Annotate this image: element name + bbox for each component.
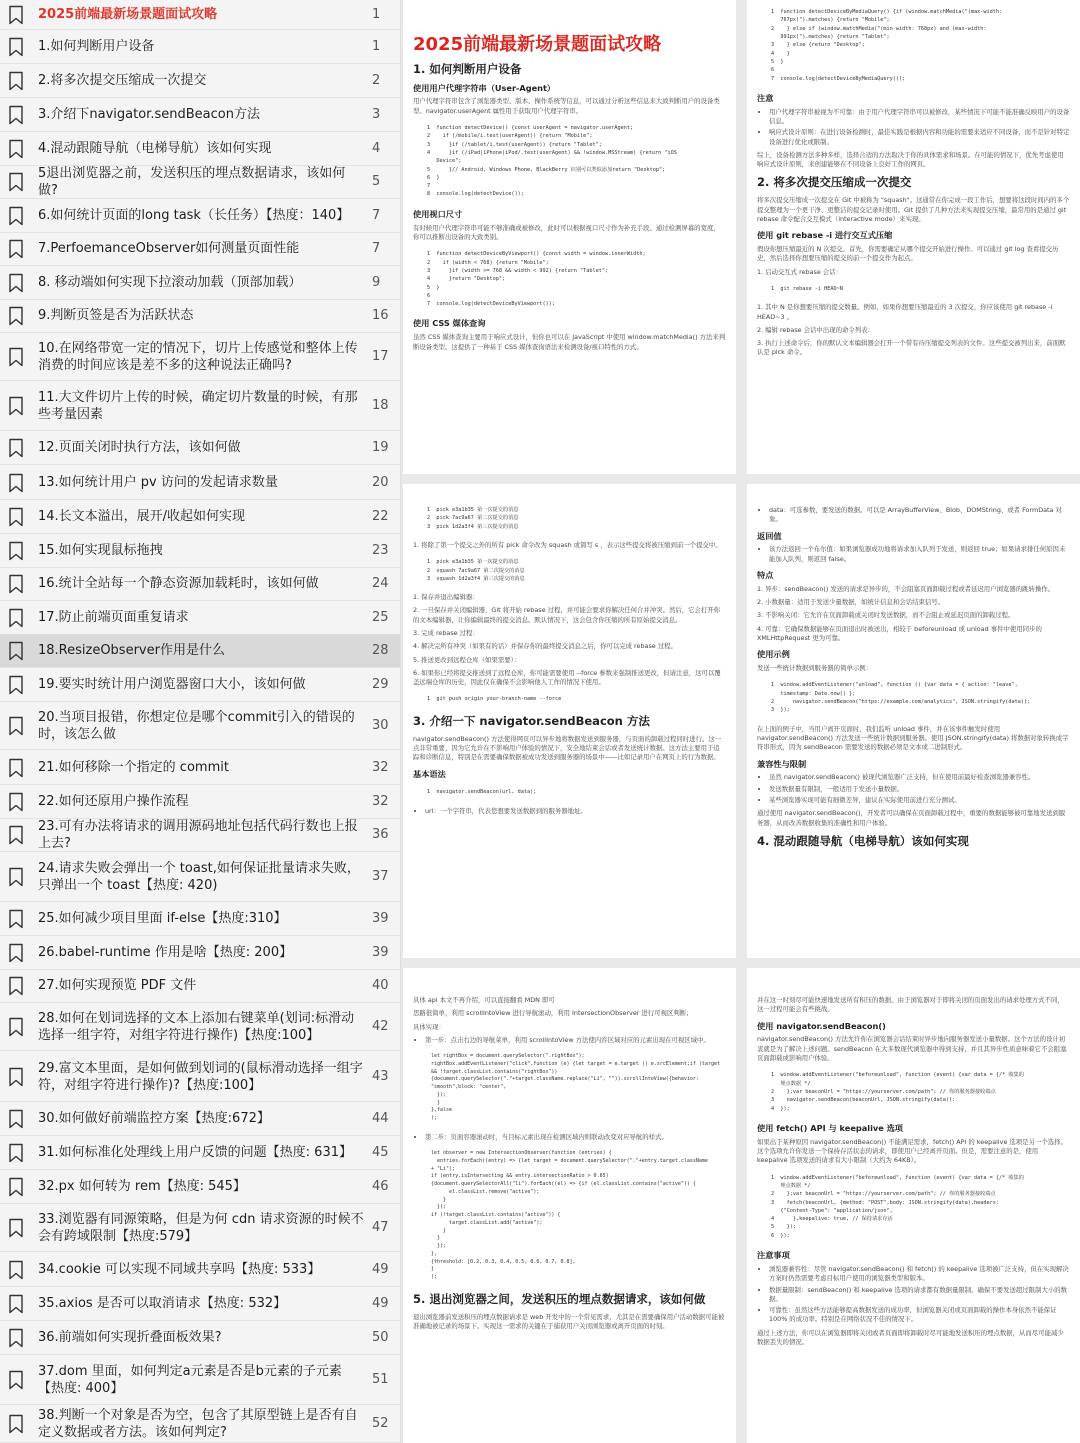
paragraph: 1. 启动交互式 rebase 会话： [757,267,842,276]
paragraph: 通过上述方法，你可以在浏览器即将关闭或者页面即将卸载时尽可能地发送积压的埋点数据，从而尽可能减少数据丢失的情况。 [757,1328,1064,1346]
toc-item-title: 36.前端如何实现折叠面板效果? [38,1330,222,1345]
toc-item[interactable] [0,199,400,233]
section-heading: 4. 混动跟随导航（电梯导航）该如何实现 [757,833,969,848]
page-thumbnail-2[interactable] [747,0,1080,474]
paragraph: 通过使用 navigator.sendBeacon()，开发者可以确保在页面卸载过程中，重要的数据能够被可靠地发送到服务器，从而改善数据收集的准确性和用户体验。 [757,809,1066,827]
code-block: 1 function detectDevice() {const userAgent = navigator.userAgent; 2 if (/mobile/i.test(userAgent)) {return "Mobile"; 3 }if (/tablet/i.test(userAgent)) {return "Tablet"; 4 }if (/iPad|iPhone|iPod/.test(userAgent) && !window.MSStream) {return "iOS Device"; 5 }// Android, Windows Phone, BlackBerry 识别可以类似添加return "Desktop"; 6 } 7 8 console.log(detectDevice()); [427,124,677,198]
toc-item-page-number: 2 [372,73,381,88]
list-item: 2. 一旦保存并关闭编辑器，Git 将开始 rebase 过程，并可能会要求你解决任何合并冲突。然后，它会打开你的文本编辑器，让你编辑最终的提交消息。默认情况下，这会包含你压缩的所有原始提交消息。 [413,606,721,624]
paragraph: 并在这一时刻尽可能快速地发送所有积压的数据。由于浏览器对于即将关闭的页面发出的请求处理方式不同，这一过程可能会有些挑战。 [757,996,1064,1014]
toc-item[interactable] [0,431,400,465]
bookmark-icon [8,976,24,996]
bullet-list [413,1036,726,1045]
toc-item[interactable] [0,333,400,381]
list-item: • 浏览器兼容性：尽管 navigator.sendBeacon() 和 fetch() 的 keepalive 选项被广泛支持，但在实现解决方案时仍然需要考虑目标用户使用的浏览器类型和版本。 [769,1265,1070,1284]
toc-item-title: 4.混动跟随导航（电梯导航）该如何实现 [38,141,272,156]
subheading: 基本语法 [413,768,446,779]
subheading: 特点 [757,570,774,581]
toc-item-page-number: 51 [372,1372,389,1387]
list-item: 1. 保存并退出编辑器： [413,593,479,602]
toc-item-title: 33.浏览器有同源策略，但是为何 cdn 请求资源的时候不会有跨域限制【热度:579】 [38,1211,364,1244]
toc-item[interactable] [0,1321,400,1355]
bookmark-icon [8,473,24,493]
toc-item-title: 15.如何实现鼠标拖拽 [38,543,163,558]
code-block: 1 pick e3a1b35 第一次提交的消息 2 pick 7ac9a67 第二次提交的消息 3 pick 1d2a3f4 第三次提交的消息 [427,507,519,530]
toc-item-page-number: 24 [372,576,389,591]
list-item: 3. 不影响关闭：它允许在页面卸载或关闭时发送数据，而不会阻止或延迟页面的卸载过程。 [757,611,1015,620]
code-block: 1 window.addEventListener("beforeunload", function (event) {var data = {/* 收集的 埋点数据 */ 2 };var beaconUrl = "https://yourserver.com/path"; // 你的服务器接收端点 3 fetch(beaconUrl, {method: "POST",body: JSON.stringify(data),headers: {"Content-Type": "application/json", 4 },keepalive: true, // 保持请求存活 5 }); 6 }); [771,1174,1024,1239]
toc-item[interactable] [0,1253,400,1287]
page-thumbnail-1[interactable] [403,0,736,474]
toc-item[interactable] [0,165,400,199]
toc-item-title: 27.如何实现预览 PDF 文件 [38,978,197,993]
code-block: 1 window.addEventListener("beforeunload", function (event) {var data = {/* 收集的 埋点数据 */ 2 };var beaconUrl = "https://yourserver.com/path"; // 你的服务器接收端点 3 navigator.sendBeacon(beaconUrl, JSON.stringify(data)); 4 }); [771,1072,1024,1112]
toc-item[interactable] [0,381,400,431]
toc-item[interactable] [0,466,400,500]
bookmark-icon [8,758,24,778]
toc-item[interactable] [0,1204,400,1252]
toc-item[interactable] [0,0,400,30]
section-heading: 3. 介绍一下 navigator.sendBeacon 方法 [413,713,650,728]
code-block: 1 git rebase -i HEAD~N [771,285,843,292]
section-heading: 5. 退出浏览器之间，发送积压的埋点数据请求，该如何做 [413,1291,706,1306]
list-item: • 数据量限制：sendBeacon() 和 keepalive 选项的请求都有数据量限制。确保不要发送超过限制大小的数据。 [769,1286,1070,1305]
bookmark-icon [8,273,24,293]
toc-item[interactable] [0,534,400,568]
paragraph: 具体实现： [413,1022,445,1031]
bookmark-icon [8,105,24,125]
subheading: 使用 navigator.sendBeacon() [757,1020,886,1031]
bookmark-icon [8,239,24,259]
list-item: • data：可选参数，要发送的数据。可以是 ArrayBufferView、Blob、DOMString、或者 FormData 对象。 [769,506,1070,525]
list-item: • 该方法返回一个布尔值：如果浏览器成功地将请求加入队列于发送，则返回 true；如果请求排任何原因未能加入队列，则返回 false。 [769,545,1070,564]
toc-item-title: 19.要实时统计用户浏览器窗口大小，该如何做 [38,677,306,692]
code-block: 1 window.addEventListener("unload", function () {var data = { action: "leave", timestamp: Date.now() }; 2 navigator.sendBeacon("https://example.com/analytics", JSON.stringify(data)); 3 }); [771,682,1031,714]
toc-item[interactable] [0,1355,400,1405]
toc-item-title: 28.如何在划词选择的文本上添加右键菜单(划词:标滑动选择一组字符，对组字符进行操作)【热度:100】 [38,1010,355,1043]
toc-item-title: 30.如何做好前端监控方案【热度:672】 [38,1111,270,1126]
toc-item[interactable] [0,232,400,266]
bookmark-icon [8,574,24,594]
toc-item[interactable] [0,1405,400,1443]
code-block: 1 function detectDeviceByViewport() {const width = window.innerWidth; 2 if (width < 768) {return "Mobile"; 3 }if (width >= 768 && width < 992) {return "Tablet"; 4 }return "Desktop"; 5 } 6 7 console.log(detectDeviceByViewport()); [427,251,646,308]
subheading: 注意事项 [757,1250,790,1261]
toc-item-page-number: 3 [372,107,381,122]
section-heading: 1. 如何判断用户设备 [413,61,522,76]
toc-item[interactable] [0,567,400,601]
toc-item-page-number: 49 [372,1262,389,1277]
toc-item-page-number: 22 [372,509,389,524]
bookmark-icon [8,139,24,159]
toc-item-title: 17.防止前端页面重复请求 [38,610,189,625]
toc-item-page-number: 23 [372,543,389,558]
paragraph: 将多次提交压缩成一次提交在 Git 中被称为 "squash"。这通常在你完成一段工作后，想要将这段时间内的多个提交整理为一个更干净、更整洁的提交记录时使用。Git 提供了几种方法来实现提交压缩，最常用的是通过 git rebase 命令配合交互模式（interactive mode）来实现。 [757,196,1070,223]
bookmark-icon [8,1328,24,1348]
toc-item-page-number: 4 [372,141,381,156]
bullet-list [757,773,1070,805]
toc-item-page-number: 9 [372,275,381,290]
bookmark-icon [8,206,24,226]
toc-item-page-number: 50 [372,1330,389,1345]
toc-item[interactable] [0,1136,400,1170]
toc-item-page-number: 18 [372,398,389,413]
bookmark-icon [8,5,24,25]
page-thumbnail-6[interactable] [747,968,1080,1443]
toc-item-page-number: 46 [372,1179,389,1194]
toc-item-title: 26.babel-runtime 作用是啥【热度: 200】 [38,945,293,960]
toc-item[interactable] [0,1287,400,1321]
toc-item[interactable] [0,1102,400,1136]
list-item: • url：一个字符串，代表您想要发送数据到的服务器地址。 [425,807,726,816]
list-item: • 用户代理字符串被视为不可靠：由于用户代理字符串可以被修改，某些情况下可能不能准确反映用户的设备信息。 [769,108,1070,127]
list-item: • 可靠性：虽然这些方法能够提高数据发送的成功率，但浏览器关闭或页面卸载的操作本身依然不能保证 100% 的成功率。特别是在网络状况不佳的情况下。 [769,1306,1070,1325]
bookmark-icon [8,172,24,192]
doc-title: 2025前端最新场景题面试攻略 [413,34,662,55]
list-item: • 虽然 navigator.sendBeacon() 被现代浏览器广泛支持，但在使用前最好检查浏览器兼容性。 [769,773,1070,782]
list-item: 4. 可靠：它确保数据能够在页面退出时被送出，相较于 beforeunload 或 unload 事件中使用同步的 XMLHttpRequest 更为可靠。 [757,624,1042,643]
toc-item[interactable] [0,266,400,300]
paragraph: navigator.sendBeacon() 方法允许你在浏览器会话结束时异步地向服务器发送小量数据。这个方法的设计初衷就是为了解决上述问题。sendBeacon 在大多数现代浏览器中得到支持，并且其异步性质意味着它不会阻塞页面卸载或影响用户体验。 [757,1035,1067,1063]
toc-item-title: 32.px 如何转为 rem【热度: 545】 [38,1179,246,1194]
bookmark-icon [8,641,24,661]
paragraph: 有时候用户代理字符串可能不够准确或被修改，此时可以根据视口尺寸作为补充手段。通过检测屏幕的宽度，你可以推断出设备的大致类别。 [413,223,720,241]
toc-item-title: 2025前端最新场景题面试攻略 [38,7,218,22]
toc-item-page-number: 16 [372,308,389,323]
bullet-list [757,545,1070,564]
paragraph: 退出浏览器前发送积压的埋点数据请求是 web 开发中的一个常见需求，尤其是在需要确保用户活动数据可能被准确地被记录的场景下。实现这一需求的关键在于捕获用户关闭浏览器或离开页面的时刻。 [413,1312,725,1331]
toc-item-title: 21.如何移除一个指定的 commit [38,760,229,775]
list-item: 4. 解决完所有冲突（如果有的话）并保存你的最终提交消息之后，你可以完成 rebase 过程。 [413,642,677,651]
toc-item-page-number: 42 [372,1019,389,1034]
paragraph: 用户代理字符串包含了浏览器类型、版本、操作系统等信息，可以通过分析这些信息来大致判断用户的设备类型。navigator.userAgent 属性用于获取用户代理字符串。 [413,97,720,115]
list-item: • 第一步：点击右边的导航菜单，利用 scrollIntoView 方法使内容区域对应的元素出现在可视区域中。 [425,1036,726,1045]
toc-item-title: 12.页面关闭时执行方法，该如何做 [38,440,241,455]
bookmark-icon [8,1177,24,1197]
toc-item-page-number: 5 [372,174,381,189]
toc-item-title: 11.大文件切片上传的时候，确定切片数量的时候，有那些考量因素 [38,389,358,422]
toc-item[interactable] [0,601,400,635]
toc-item-title: 10.在网络带宽一定的情况下，切片上传感觉和整体上传消费的时间应该是差不多的这种说法正确吗? [38,340,358,373]
bullet-list [413,807,726,816]
toc-item-page-number: 45 [372,1145,389,1160]
code-block: let rightBox = document.querySelector(".rightBox"); rightBox.addEventListener("click",function (e) {let target = e.target || e.srcElement;if (target && !target.classList.contains("rightBox")) {document.querySelector("."+target.className.replace("Li", "")).scrollIntoView({behavior: "smooth",block: "center", }); } },false ); [431,1053,720,1122]
toc-item-title: 31.如何标准化处理线上用户反馈的问题【热度: 631】 [38,1145,352,1160]
paragraph: 在上面的例子中，当用户离开页面时，我们监听 unload 事件，并在该事件触发时使用 navigator.sendBeacon() 方法发送一些统计数据到服务器。使用 JSON.stringify(data) 将数据对象转换成字符串形式，因为 sendBeacon 需要发送的数据必须是文本或二进制形式。 [757,724,1069,752]
code-block: let observer = new IntersectionObserver(function (entries) { entries.forEach((entry) => {let target = document.querySelector("."+entry.target.className + "Li"); if (entry.isIntersecting && entry.intersectionRatio > 0.65) {document.querySelectorAll("li").forEach((el) => {if (el.classList.contains("active")) { el.classList.remove("active"); } }); if (!target.classList.contains("active")) { target.classList.add("active"); } } }); }, {threshold: [0.2, 0.3, 0.4, 0.5, 0.6, 0.7, 0.8], } ); [431,1150,708,1281]
bookmark-icon [8,943,24,963]
subheading: 使用用户代理字符串（User-Agent） [413,82,556,93]
list-item: 5. 推送更改到远程仓库（如果需要）： [413,655,521,664]
toc-item-title: 24.请求失败会弹出一个 toast,如何保证批量请求失败，只弹出一个 toast【热度: 420) [38,860,360,893]
paragraph: 假设你想压缩最近的 N 次提交。首先，你需要确定从哪个提交开始进行操作。可以通过 git log 查看提交历史，然后选择你想要压缩的提交的前一个提交作为起点。 [757,245,1059,263]
code-block: 1 function detectDeviceByMediaQuery() {if (window.matchMedia("(max-width: 767px)").matches) {return "Mobile"; 2 } else if (window.matchMedia("(min-width: 768px) and (max-width: 991px)").matches) {return "Tablet"; 3 } else {return "Desktop"; 4 } 5 } 6 7 console.log(detectDeviceByMediaQuery()); [771,9,1003,82]
toc-item-page-number: 25 [372,610,389,625]
toc-item[interactable] [0,702,400,750]
toc-item-title: 13.如何统计用户 pv 访问的发起请求数量 [38,475,278,490]
toc-item-page-number: 17 [372,349,389,364]
bookmark-icon [8,306,24,326]
toc-item-title: 18.ResizeObserver作用是什么 [38,643,225,658]
bullet-list [757,506,1070,525]
toc-item[interactable] [0,1003,400,1051]
toc-item-page-number: 32 [372,794,389,809]
toc-item-title: 2.将多次提交压缩成一次提交 [38,73,207,88]
toc-item[interactable] [0,936,400,970]
bookmark-icon [8,1294,24,1314]
toc-item-page-number: 39 [372,945,389,960]
toc-item[interactable] [0,500,400,534]
toc-item-title: 6.如何统计页面的long task（长任务）【热度：140】 [38,208,350,223]
bookmark-icon [8,1109,24,1129]
bookmark-icon [8,1414,24,1434]
list-item: • 发送数据量有限制，一般适用于发送小量数据。 [769,785,1070,794]
toc-item-title: 5退出浏览器之前，发送积压的埋点数据请求，该如何做? [38,165,346,198]
toc-item[interactable] [0,30,400,64]
toc-item-title: 35.axios 是否可以取消请求【热度: 532】 [38,1296,287,1311]
bookmark-icon [8,716,24,736]
paragraph: 思路很简单，利用 scrollIntoView 进行导航滚动，利用 IntersectionObserver 进行可视区判断； [413,1009,693,1018]
bookmark-icon [8,909,24,929]
toc-sidebar [0,0,401,1443]
toc-item-title: 29.富文本里面，是如何做到划词的(鼠标滑动选择一组字符，对组字符进行操作)?【热度:100】 [38,1060,363,1093]
toc-item-title: 22.如何还原用户操作流程 [38,794,189,809]
subheading: 兼容性与限制 [757,758,807,769]
bullet-list [757,1265,1070,1325]
toc-item[interactable] [0,751,400,785]
paragraph: 发送一些统计数据到服务器的简单示例： [757,664,873,673]
toc-item[interactable] [0,969,400,1003]
toc-item-title: 8. 移动端如何实现下拉滚动加载（顶部加载） [38,275,302,290]
bookmark-icon [8,541,24,561]
toc-item[interactable] [0,818,400,852]
toc-item-title: 37.dom 里面，如何判定a元素是否是b元素的子元素【热度: 400】 [38,1363,342,1396]
toc-item-title: 9.判断页签是否为活跃状态 [38,308,194,323]
code-block: 1 pick e3a1b35 第一次提交的消息 2 squash 7ac9a67 第二次提交的消息 3 squash 1d2a3f4 第三次提交的消息 [427,559,525,582]
toc-item[interactable] [0,902,400,936]
toc-item-title: 14.长文本溢出，展开/收起如何实现 [38,509,246,524]
page-thumbnail-4[interactable] [747,484,1080,958]
bookmark-icon [8,1017,24,1037]
toc-item-page-number: 32 [372,760,389,775]
subheading: 返回值 [757,530,782,541]
toc-item-title: 23.可有办法将请求的调用源码地址包括代码行数也上报上去? [38,818,358,851]
toc-item-page-number: 43 [372,1069,389,1084]
bookmark-icon [8,1143,24,1163]
toc-item-page-number: 20 [372,475,389,490]
toc-item[interactable] [0,64,400,98]
toc-item-page-number: 1 [372,39,381,54]
toc-item-title: 25.如何减少项目里面 if-else【热度:310】 [38,911,287,926]
list-item: 1. 异步：sendBeacon() 发送的请求是异步的，不会阻塞页面卸载过程或者延迟用户浏览器的跳转操作。 [757,584,1055,593]
bookmark-icon [8,825,24,845]
bullet-list [757,108,1070,147]
bookmark-icon [8,71,24,91]
toc-item-title: 16.统计全站每一个静态资源加载耗时，该如何做 [38,576,319,591]
subheading: 使用 git rebase -i 进行交互式压缩 [757,230,893,241]
toc-item-page-number: 44 [372,1111,389,1126]
toc-item-page-number: 29 [372,677,389,692]
bullet-list [413,1133,726,1142]
paragraph: 3. 执行上述命令后，你的默认文本编辑器会打开一个带有待压缩提交列表的文件。这些提交被列出来，前面默认是 pick 命令。 [757,339,1066,357]
list-item: 2. 小数据量：适用于发送少量数据，如统计信息和会话结束信号。 [757,598,945,607]
toc-item[interactable] [0,132,400,166]
toc-item-title: 1.如何判断用户设备 [38,39,155,54]
subheading: 使用 fetch() API 与 keepalive 选项 [757,1122,903,1133]
paragraph: 综上，设备检测方法多种多样，选择合适的方法取决于你的具体需求和场景。在可能的情况下，优先考虑使用响应式设计原则，来创建能够在不同设备上良好工作的网页。 [757,150,1064,169]
page-thumbnail-3[interactable] [403,484,736,958]
toc-item-title: 7.PerfoemanceObserver如何测量页面性能 [38,241,300,256]
paragraph: 如果出于某种原因 navigator.sendBeacon() 不能满足需求，fetch() API 的 keepalive 选项是另一个选择。这个选项允许你发送一个保持存活状态的请求，即使用户已经离开页面。但是，需要注意的是，使用 keepalive 选项发送的请求有大小限制（大约为 64KB）。 [757,1137,1067,1165]
bookmark-icon [8,608,24,628]
page-thumbnail-5[interactable] [403,968,736,1443]
subheading: 使用示例 [757,649,790,660]
toc-item-title: 38.判断一个对象是否为空，包含了其原型链上是否有自定义数据或者方法。该如何判定? [38,1407,358,1440]
list-item: • 响应式设计原则：在进行设备检测时，最佳实践是根据内容和功能的需要来适应不同设备，而不是针对特定设备进行优化或限制。 [769,128,1070,147]
toc-item-page-number: 7 [372,241,381,256]
subheading: 注意 [757,92,774,103]
toc-item[interactable] [0,668,400,702]
list-item: 6. 如果你已经将提交推送到了远程仓库，你可能需要使用 --force 参数来强制推送更改，但请注意，这可以覆盖远端仓库的历史，因此仅在确保不会影响他人工作的情况下使用。 [413,668,721,687]
bookmark-icon [8,347,24,367]
toc-item[interactable] [0,1170,400,1204]
paragraph: 1. 将除了第一个提交之外的所有 pick 命令改为 squash 或简写 s ，表示这些提交将被压缩到前一个提交中。 [413,540,722,549]
list-item: 3. 完成 rebase 过程： [413,629,479,637]
toc-item[interactable] [0,98,400,132]
paragraph: 具体 api 本文不再介绍，可以直接翻看 MDN 即可 [413,996,555,1004]
toc-item-page-number: 40 [372,978,389,993]
bookmark-icon [8,1260,24,1280]
bookmark-icon [8,1067,24,1087]
toc-item-page-number: 47 [372,1220,389,1235]
toc-item[interactable] [0,1052,400,1102]
toc-item-page-number: 1 [372,7,381,22]
bookmark-icon [8,1370,24,1390]
toc-item-page-number: 39 [372,911,389,926]
bookmark-icon [8,867,24,887]
toc-item-page-number: 30 [372,718,389,733]
toc-item-page-number: 37 [372,869,389,884]
paragraph: 1. 其中 N 是你想要压缩的提交数量。例如，如果你想要压缩最近的 3 次提交，你应该使用 git rebase -i HEAD~3 。 [757,303,1053,321]
subheading: 使用视口尺寸 [413,208,463,219]
bookmark-icon [8,37,24,57]
toc-item[interactable] [0,299,400,333]
bookmark-icon [8,1218,24,1238]
toc-item-page-number: 28 [372,643,389,658]
toc-item[interactable] [0,785,400,819]
code-block: 1 navigator.sendBeacon(url, data); [427,789,537,796]
toc-item-page-number: 52 [372,1416,389,1431]
paragraph: 虽然 CSS 媒体查询主要用于响应式设计，但你也可以在 JavaScript 中使用 window.matchMedia() 方法来判断设备类型。这提供了一种基于 CSS 媒体查询语法来检测设备/视口特性的方式。 [413,333,726,351]
toc-item[interactable] [0,852,400,902]
bookmark-icon [8,396,24,416]
paragraph: 2. 编辑 rebase 会话中出现的命令列表： [757,325,874,334]
bookmark-icon [8,792,24,812]
bookmark-icon [8,507,24,527]
bookmark-icon [8,675,24,695]
toc-item-title: 34.cookie 可以实现不同域共享吗【热度: 533】 [38,1262,321,1277]
toc-item-page-number: 49 [372,1296,389,1311]
toc-item-title: 3.介绍下navigator.sendBeacon方法 [38,107,260,122]
bookmark-icon [8,438,24,458]
toc-item-page-number: 36 [372,827,389,842]
code-block: 1 git push origin your-branch-name --force [427,696,562,703]
list-item: • 第二步：页面容器滚动时，当目标元素出现在检测区域内则联动改变对应导航的样式。 [425,1133,726,1142]
list-item: • 某些浏览器实现可能有细微差异，建议在实际使用前进行充分测试。 [769,796,1070,805]
subheading: 使用 CSS 媒体查询 [413,318,486,329]
paragraph: navigator.sendBeacon() 方法使得网页可以异步地将数据发送到服务器，与页面的卸载过程同时进行。这一点非常重要，因为它允许在不影响用户体验的情况下，安全地结束会话或者发送统计数据。这方法主要用于追踪和诊断信息，特别是在需要确保数据被成功发送到服务器的场景中——比如记录用户在网页上的行为数据。 [413,734,722,762]
toc-item-page-number: 7 [372,208,381,223]
section-heading: 2. 将多次提交压缩成一次提交 [757,175,912,190]
toc-item-page-number: 19 [372,440,389,455]
toc-item[interactable] [0,634,400,668]
toc-item-title: 20.当项目报错，你想定位是哪个commit引入的错误的时，该怎么做 [38,709,355,742]
